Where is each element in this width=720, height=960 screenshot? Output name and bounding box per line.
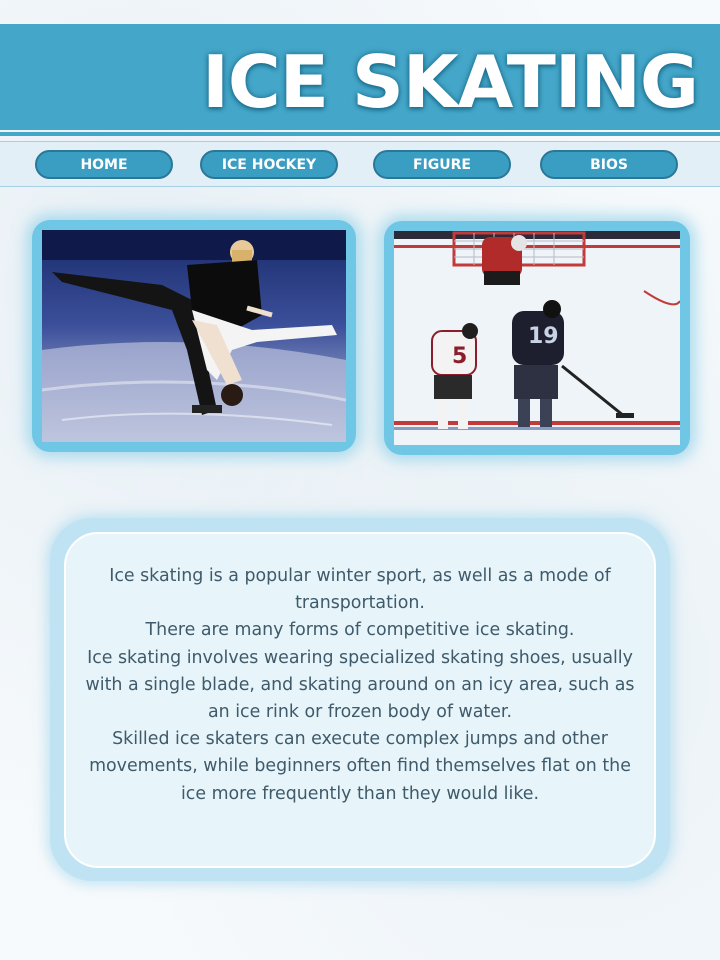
page-title: ICE SKATING — [202, 40, 698, 124]
paragraph-skills: Skilled ice skaters can execute complex jumps and other movements, while beginners often find themselves flat on the ice more frequently than they would like. — [89, 729, 631, 804]
nav-figure-button[interactable]: FIGURE — [373, 150, 511, 179]
figure-skating-photo-frame — [32, 220, 356, 452]
nav-ice-hockey-button[interactable]: ICE HOCKEY — [200, 150, 338, 179]
nav-home-button[interactable]: HOME — [35, 150, 173, 179]
nav-bar — [0, 141, 720, 187]
paragraph-intro: Ice skating is a popular winter sport, as well as a mode of transportation. — [109, 566, 611, 614]
svg-text:19: 19 — [528, 324, 559, 349]
nav-bios-button[interactable]: BIOS — [540, 150, 678, 179]
header-divider — [0, 132, 720, 136]
svg-text:5: 5 — [452, 344, 468, 369]
header-banner — [0, 24, 720, 130]
paragraph-equipment: Ice skating involves wearing specialized skating shoes, usually with a single blade, and skating around on an icy area, such as an ice rink or frozen body of water. — [85, 647, 635, 723]
ice-hockey-photo — [394, 231, 680, 445]
figure-skating-photo — [42, 230, 346, 442]
ice-hockey-photo-frame — [384, 221, 690, 455]
description-text — [84, 563, 636, 808]
paragraph-forms: There are many forms of competitive ice skating. — [145, 620, 575, 641]
